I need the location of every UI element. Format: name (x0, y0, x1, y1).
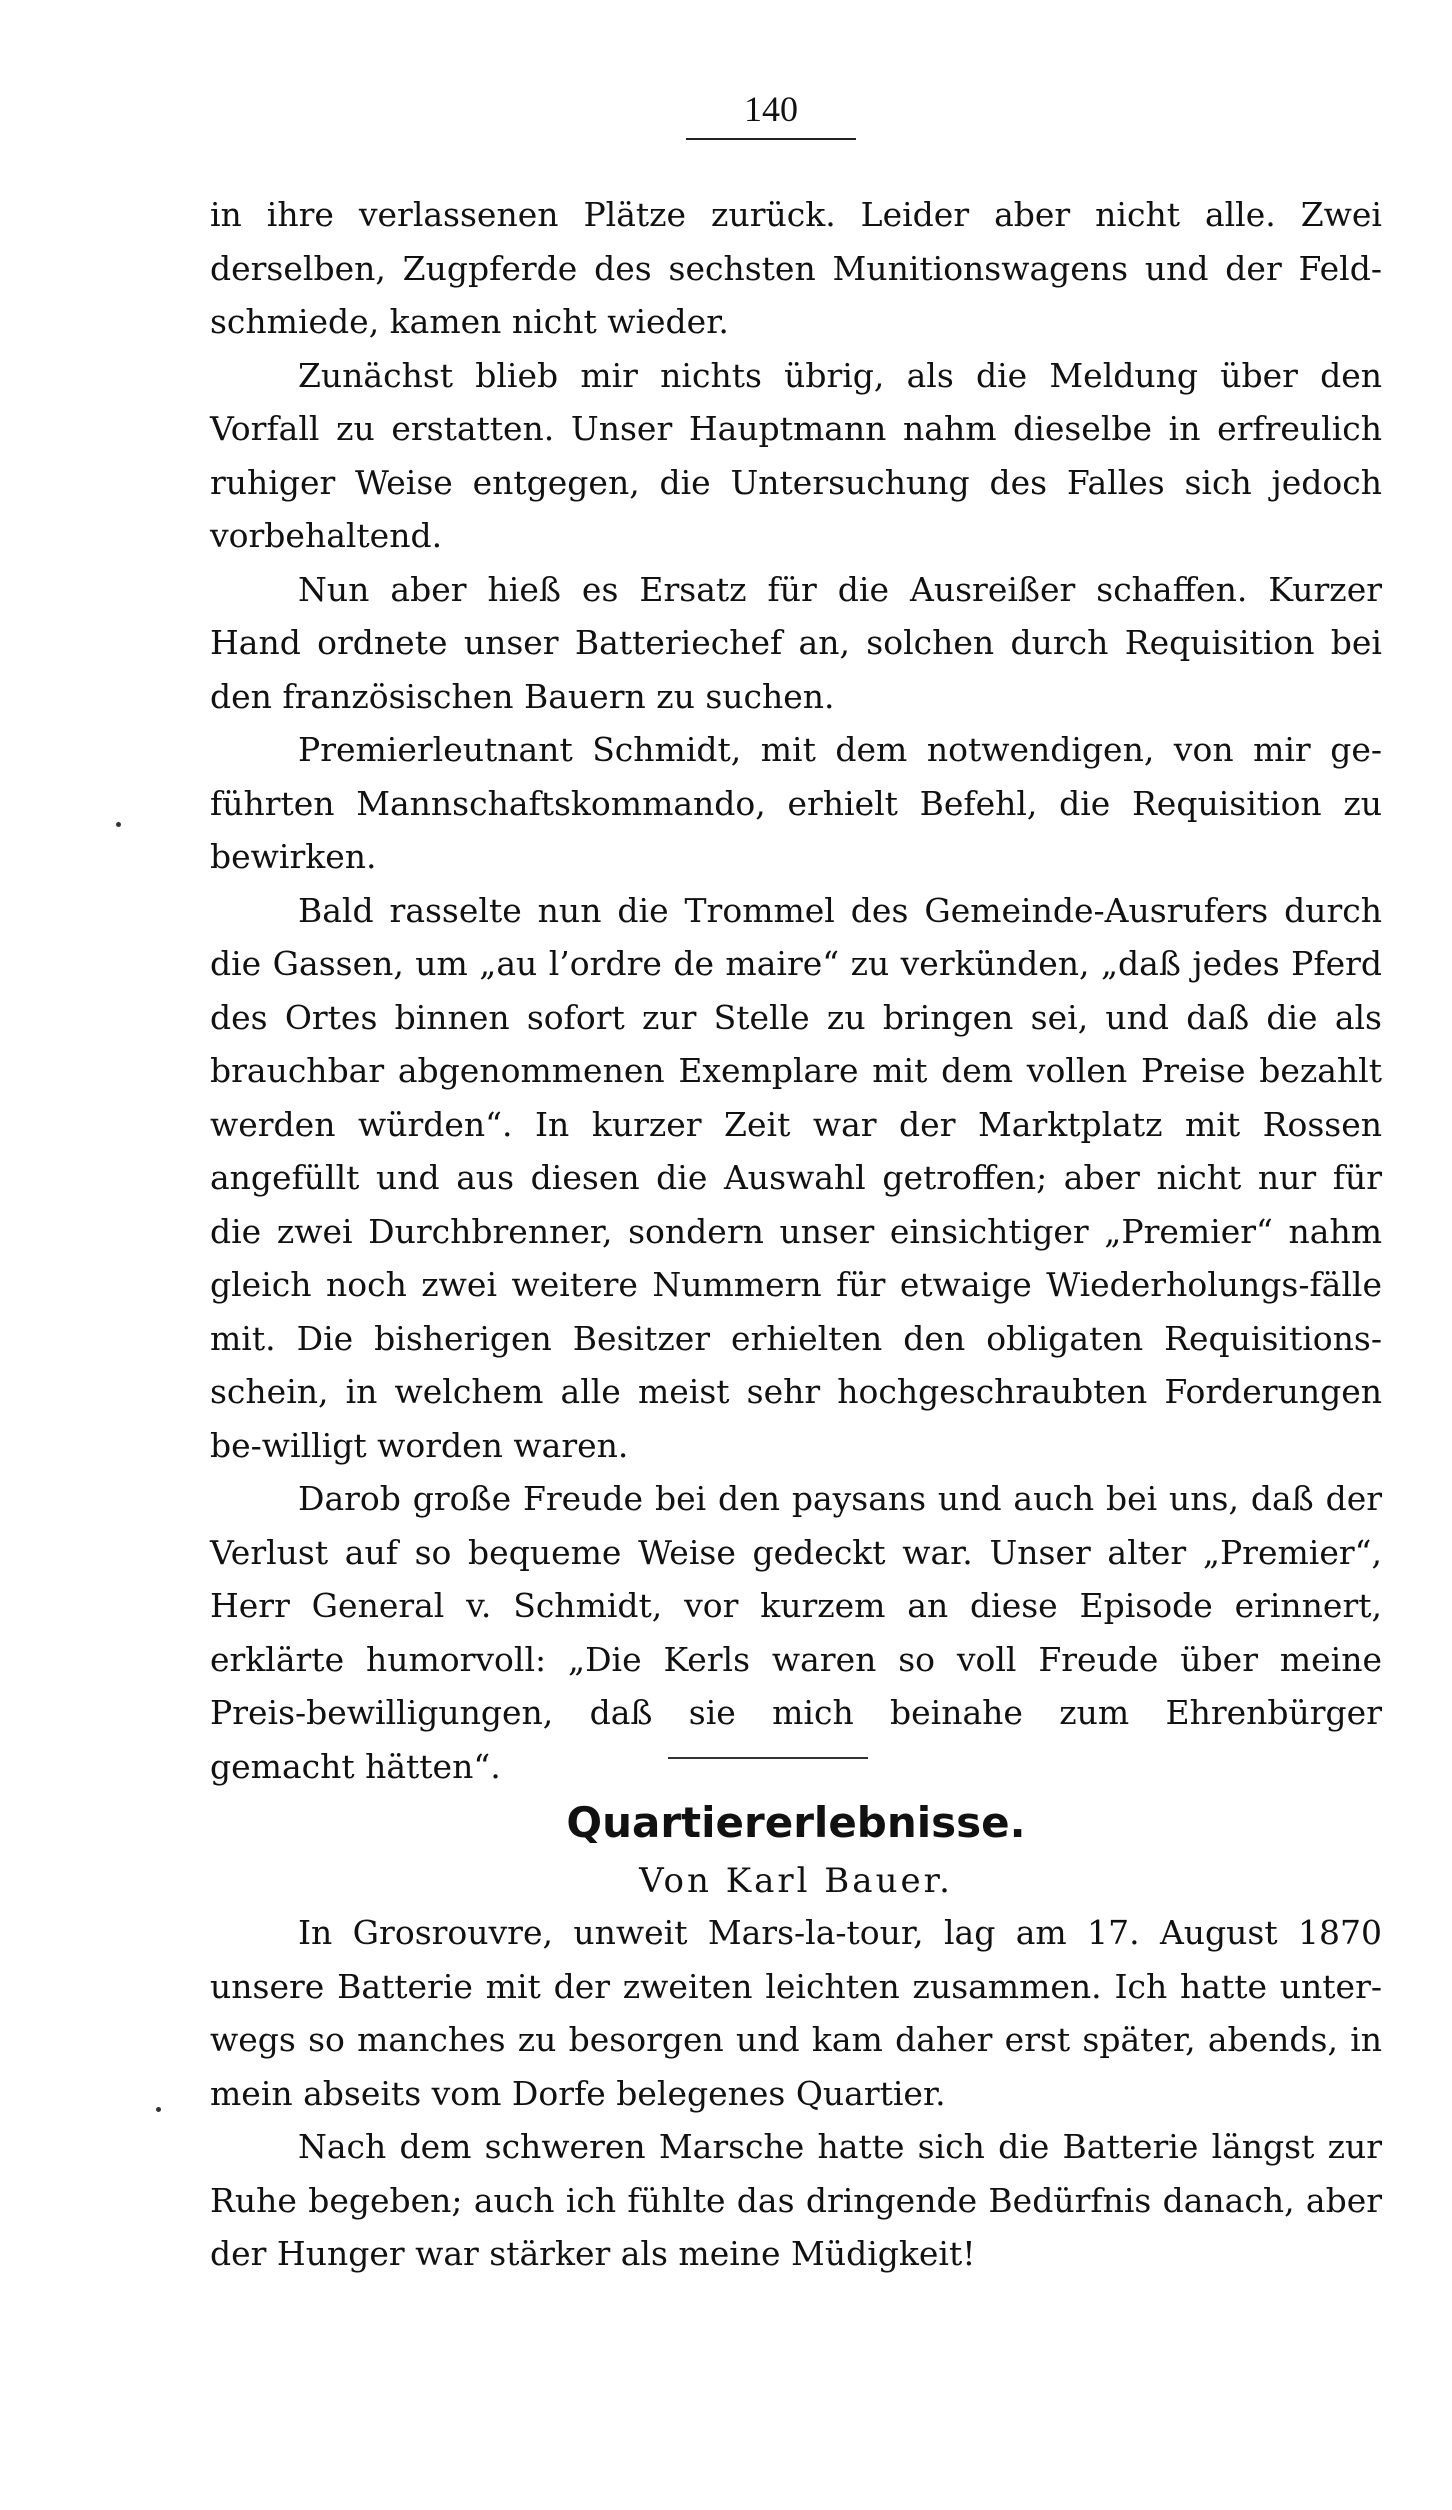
section-divider (668, 1757, 868, 1759)
paragraph: Zunächst blieb mir nichts übrig, als die Meldung über den Vorfall zu erstatten. Unser Hauptmann nahm dieselbe in erfreulich ruhiger Weise entgegen, die Untersuchung des Falles sich jedoch vorbehaltend. (210, 355, 1382, 555)
paragraph: Nach dem schweren Marsche hatte sich die Batterie längst zur Ruhe begeben; auch ich fühlte das dringende Bedürfnis danach, aber der Hunger war stärker als meine Müdigkeit! (210, 2127, 1382, 2273)
page-number: 140 (686, 88, 856, 140)
paragraph: Bald rasselte nun die Trommel des Gemeinde-Ausrufers durch die Gassen, um „au l’ordre de maire“ zu verkünden, „daß jedes Pferd des Ortes binnen sofort zur Stelle zu bringen sei, und daß die als brauchbar abgenommenen Exemplare mit dem vollen Preise bezahlt werden würden“. In kurzer Zeit war der Marktplatz mit Rossen angefüllt und aus diesen die Auswahl getroffen; aber nicht nur für die zwei Durchbrenner, sondern unser einsichtiger „Premier“ nahm gleich noch zwei weitere Nummern für etwaige Wiederholungs-fälle mit. Die bisherigen Besitzer erhielten den obligaten Requisitions-schein, in welchem alle meist sehr hochgeschraubten Forderungen be-willigt worden waren. (210, 890, 1382, 1465)
text-block-two (210, 1906, 1382, 2281)
paragraph: in ihre verlassenen Plätze zurück. Leider aber nicht alle. Zwei derselben, Zugpferde des sechsten Munitionswagens und der Feld-schmiede, kamen nicht wieder. (210, 195, 1382, 341)
paragraph: Nun aber hieß es Ersatz für die Ausreißer schaffen. Kurzer Hand ordnete unser Batteriechef an, solchen durch Requisition bei den französischen Bauern zu suchen. (210, 569, 1382, 716)
margin-speck (116, 822, 121, 827)
margin-speck (156, 2107, 161, 2112)
paragraph: Darob große Freude bei den paysans und auch bei uns, daß der Verlust auf so bequeme Weise gedeckt war. Unser alter „Premier“, Herr General v. Schmidt, vor kurzem an diese Episode erinnert, erklärte humorvoll: „Die Kerls waren so voll Freude über meine Preis-bewilligungen, daß sie mich beinahe zum Ehrenbürger gemacht hätten“. (210, 1479, 1382, 1786)
section-author: Von Karl Bauer. (639, 1861, 953, 1901)
paragraph: In Grosrouvre, unweit Mars-la-tour, lag am 17. August 1870 unsere Batterie mit der zweiten leichten zusammen. Ich hatte unter-wegs so manches zu besorgen und kam daher erst später, abends, in mein abseits vom Dorfe belegenes Quartier. (210, 1913, 1382, 2113)
section-title: Quartiererlebnisse. (566, 1798, 1026, 1847)
paragraph: Premierleutnant Schmidt, mit dem notwendigen, von mir ge-führten Mannschaftskommando, erhielt Befehl, die Requisition zu bewirken. (210, 730, 1382, 876)
text-block-one (210, 188, 1382, 1793)
